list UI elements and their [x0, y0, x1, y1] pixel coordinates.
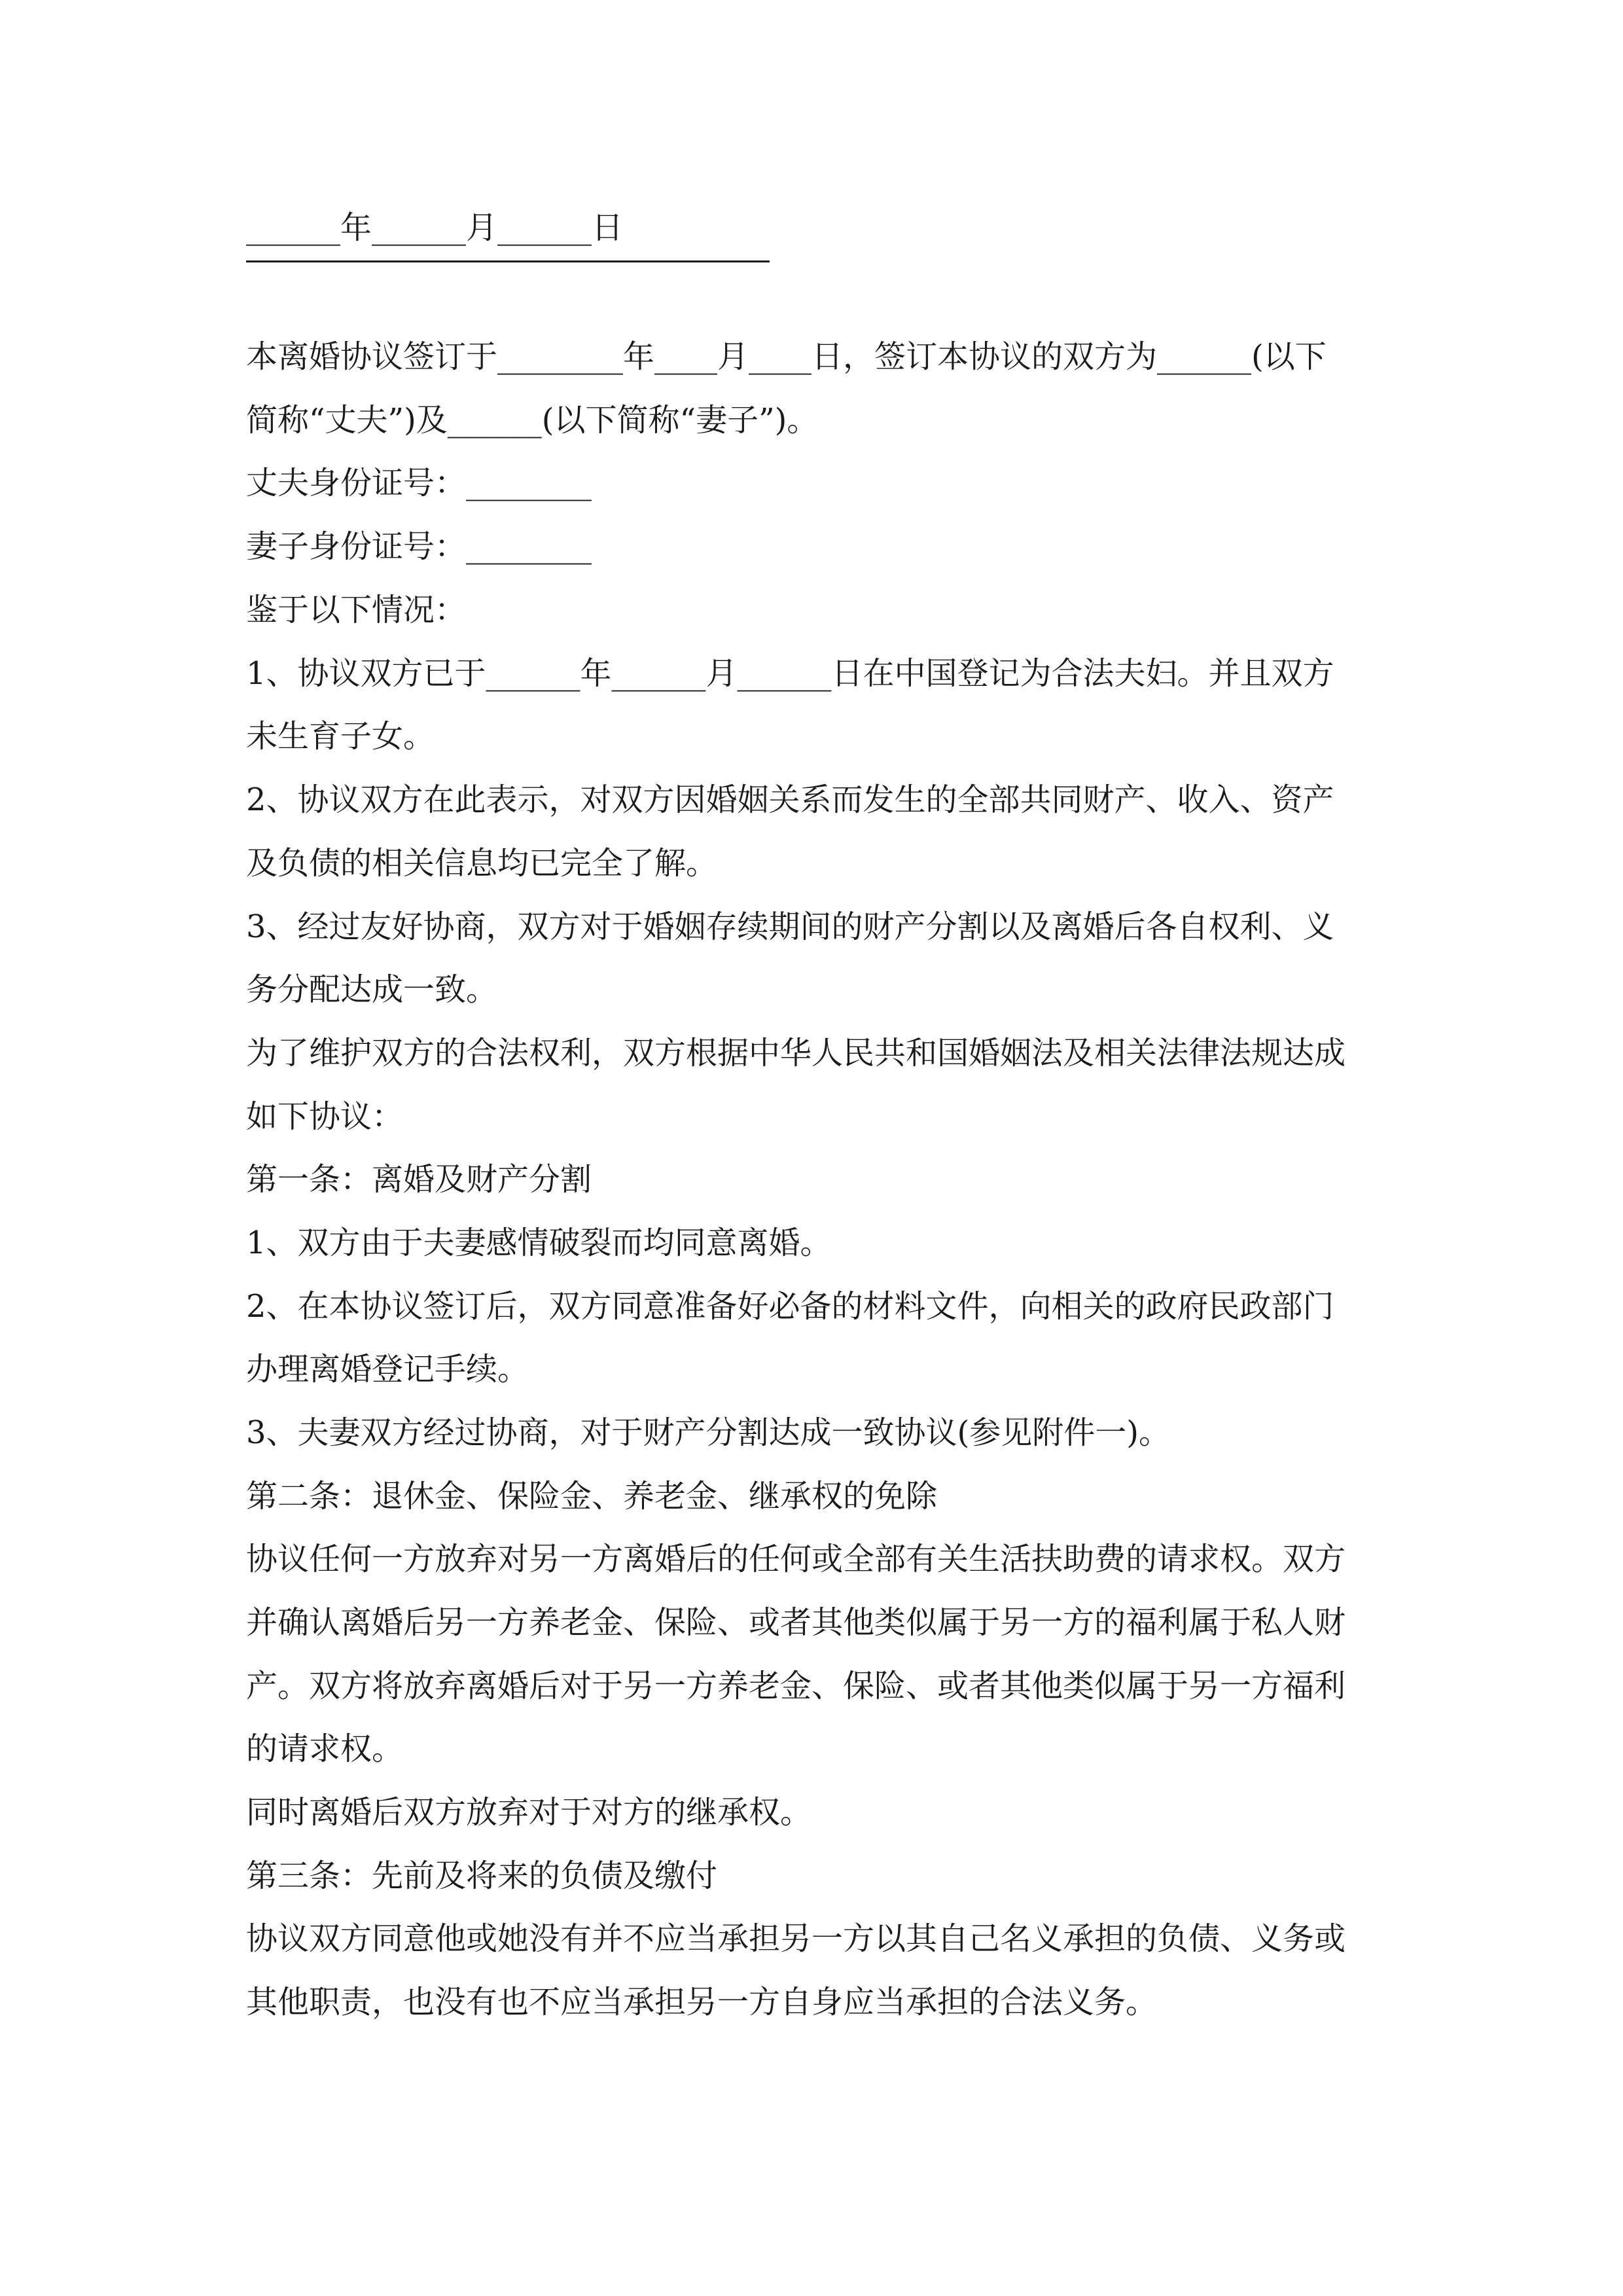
article-1-item-2-line-1: 2、在本协议签订后，双方同意准备好必备的材料文件，向相关的政府民政部门 — [246, 1288, 1334, 1325]
opening-line-1: 本离婚协议签订于________年____月____日，签订本协议的双方为______(以下 — [246, 338, 1327, 375]
article-3-body-line-2: 其他职责，也没有也不应当承担另一方自身应当承担的合法义务。 — [246, 1984, 1158, 2020]
article-1-item-2-line-2: 办理离婚登记手续。 — [246, 1351, 529, 1388]
recital-2-line-2: 及负债的相关信息均已完全了解。 — [246, 845, 718, 882]
article-2-extra: 同时离婚后双方放弃对于对方的继承权。 — [246, 1794, 812, 1831]
article-3-title: 第三条：先前及将来的负债及缴付 — [246, 1857, 718, 1894]
article-1-item-1: 1、双方由于夫妻感情破裂而均同意离婚。 — [246, 1225, 832, 1261]
recital-2-line-1: 2、协议双方在此表示，对双方因婚姻关系而发生的全部共同财产、收入、资产 — [246, 781, 1334, 818]
purpose-line-1: 为了维护双方的合法权利，双方根据中华人民共和国婚姻法及相关法律法规达成 — [246, 1035, 1346, 1071]
wife-id-line: 妻子身份证号：________ — [246, 528, 592, 565]
recital-1-line-1: 1、协议双方已于______年______月______日在中国登记为合法夫妇。并且双方 — [246, 655, 1334, 692]
separator-rule — [246, 260, 770, 262]
article-1-title: 第一条：离婚及财产分割 — [246, 1161, 592, 1198]
opening-line-2: 简称“丈夫”)及______(以下简称“妻子”)。 — [246, 402, 819, 439]
article-2-body-line-3: 产。双方将放弃离婚后对于另一方养老金、保险、或者其他类似属于另一方福利 — [246, 1668, 1346, 1704]
date-line: ______年______月______日 — [246, 209, 624, 246]
recital-3-line-1: 3、经过友好协商，双方对于婚姻存续期间的财产分割以及离婚后各自权利、义 — [246, 908, 1334, 945]
recitals-heading: 鉴于以下情况： — [246, 592, 467, 628]
article-2-body-line-4: 的请求权。 — [246, 1731, 404, 1767]
article-2-body-line-2: 并确认离婚后另一方养老金、保险、或者其他类似属于另一方的福利属于私人财 — [246, 1604, 1346, 1641]
article-2-title: 第二条：退休金、保险金、养老金、继承权的免除 — [246, 1478, 938, 1515]
recital-3-line-2: 务分配达成一致。 — [246, 971, 498, 1008]
article-3-body-line-1: 协议双方同意他或她没有并不应当承担另一方以其自己名义承担的负债、义务或 — [246, 1920, 1346, 1957]
article-1-item-3: 3、夫妻双方经过协商，对于财产分割达成一致协议(参见附件一)。 — [246, 1414, 1170, 1451]
husband-id-line: 丈夫身份证号：________ — [246, 465, 592, 501]
purpose-line-2: 如下协议： — [246, 1098, 404, 1135]
article-2-body-line-1: 协议任何一方放弃对另一方离婚后的任何或全部有关生活扶助费的请求权。双方 — [246, 1541, 1346, 1577]
recital-1-line-2: 未生育子女。 — [246, 718, 435, 755]
